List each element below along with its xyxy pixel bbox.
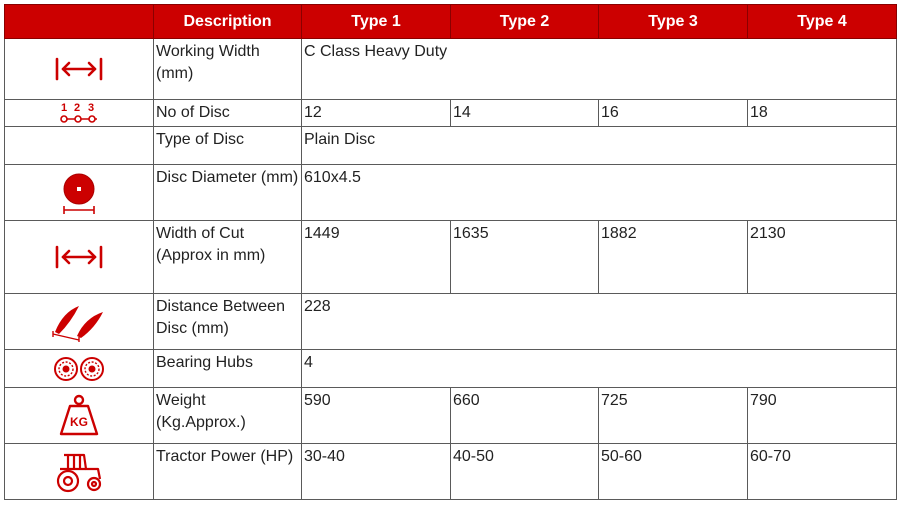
header-type-3: Type 3 [599, 5, 748, 39]
row-label: Working Width (mm) [154, 39, 302, 100]
row-value: 30-40 [302, 444, 451, 500]
row-value: 4 [302, 350, 897, 388]
svg-text:2: 2 [74, 102, 81, 114]
disc-spacing-icon [49, 302, 109, 342]
width-of-cut-icon [54, 244, 104, 270]
width-arrows-icon [54, 56, 104, 82]
row-icon-cell [5, 350, 154, 388]
spec-table [4, 4, 897, 500]
svg-text:KG: KG [70, 414, 88, 429]
table-row [5, 39, 897, 100]
table-row [5, 388, 897, 444]
row-label: Disc Diameter (mm) [154, 165, 302, 221]
row-value: 790 [748, 388, 897, 444]
row-icon-cell [5, 127, 154, 165]
row-label: Width of Cut (Approx in mm) [154, 221, 302, 294]
row-value: 1449 [302, 221, 451, 294]
row-label: Distance Between Disc (mm) [154, 294, 302, 350]
svg-text:1: 1 [61, 102, 68, 114]
row-value: 60-70 [748, 444, 897, 500]
row-label: Weight (Kg.Approx.) [154, 388, 302, 444]
header-type-1: Type 1 [302, 5, 451, 39]
table-row [5, 444, 897, 500]
row-value: Plain Disc [302, 127, 897, 165]
row-value: 14 [451, 100, 599, 127]
row-icon-cell [5, 100, 154, 127]
row-label: Type of Disc [154, 127, 302, 165]
row-value: 610x4.5 [302, 165, 897, 221]
row-value: 590 [302, 388, 451, 444]
bearing-hubs-icon [53, 356, 105, 382]
row-value: 16 [599, 100, 748, 127]
header-type-4: Type 4 [748, 5, 897, 39]
row-value: 18 [748, 100, 897, 127]
row-icon-cell [5, 444, 154, 500]
tractor-icon [54, 451, 104, 493]
table-row [5, 100, 897, 127]
row-value: 40-50 [451, 444, 599, 500]
row-value: 12 [302, 100, 451, 127]
row-value: 228 [302, 294, 897, 350]
row-icon-cell [5, 221, 154, 294]
header-description: Description [154, 5, 302, 39]
row-icon-cell [5, 39, 154, 100]
row-label: Bearing Hubs [154, 350, 302, 388]
table-row [5, 294, 897, 350]
row-value: 1635 [451, 221, 599, 294]
row-value: C Class Heavy Duty [302, 39, 897, 100]
disc-count-icon [57, 101, 101, 125]
row-value: 725 [599, 388, 748, 444]
row-label: No of Disc [154, 100, 302, 127]
header-type-2: Type 2 [451, 5, 599, 39]
row-value: 660 [451, 388, 599, 444]
row-label: Tractor Power (HP) [154, 444, 302, 500]
header-icon-cell [5, 5, 154, 39]
row-icon-cell [5, 294, 154, 350]
weight-kg-icon [56, 394, 102, 438]
table-row [5, 350, 897, 388]
row-value: 2130 [748, 221, 897, 294]
disc-diameter-icon [57, 171, 101, 215]
table-row [5, 127, 897, 165]
row-value: 1882 [599, 221, 748, 294]
table-row [5, 221, 897, 294]
row-icon-cell [5, 165, 154, 221]
header-row [5, 5, 897, 39]
svg-text:3: 3 [88, 102, 95, 114]
row-value: 50-60 [599, 444, 748, 500]
table-row [5, 165, 897, 221]
row-icon-cell [5, 388, 154, 444]
